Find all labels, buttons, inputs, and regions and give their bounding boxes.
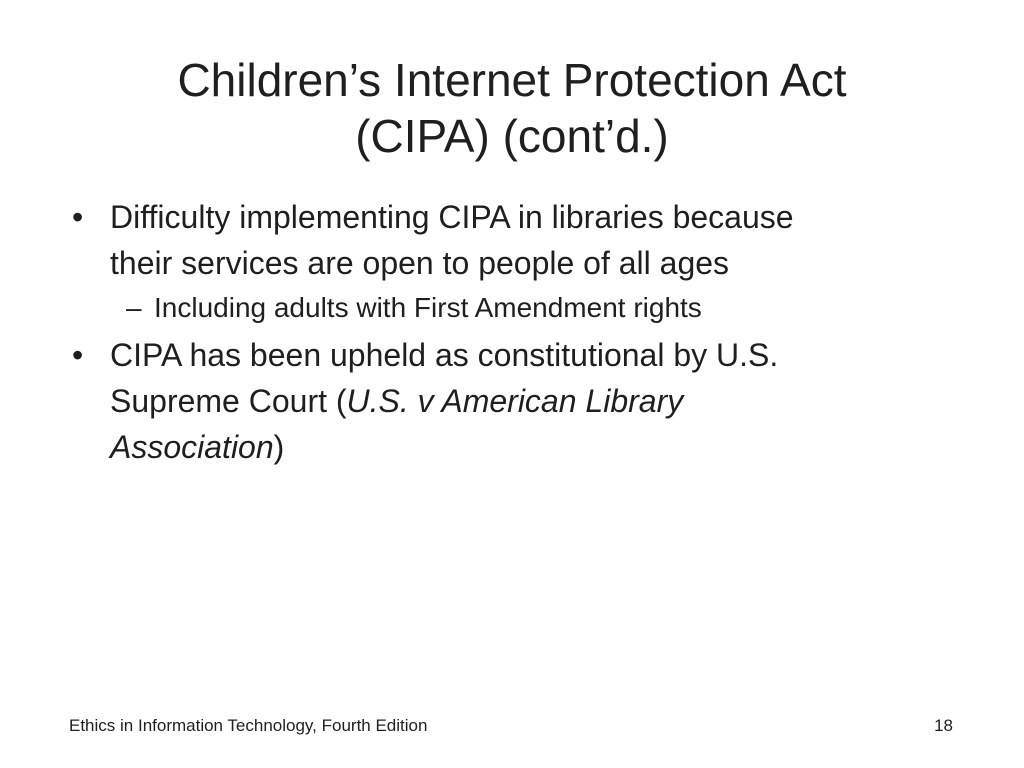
- bullet-2-line-1: CIPA has been upheld as constitutional by U.S.: [110, 337, 779, 373]
- sub-bullet-1-text: Including adults with First Amendment rights: [154, 292, 702, 323]
- sub-bullet-item-1: [126, 288, 952, 328]
- sub-bullet-mark: –: [126, 292, 142, 323]
- bullet-2-line-3-close: ): [273, 429, 285, 465]
- slide-title: [60, 52, 964, 164]
- slide-title-line-2: (CIPA) (cont’d.): [355, 110, 669, 162]
- bullet-1-line-1: Difficulty implementing CIPA in libraries because: [110, 199, 794, 235]
- slide-title-line-1: Children’s Internet Protection Act: [177, 54, 847, 106]
- bullet-2-line-2-text: Supreme Court (: [110, 383, 347, 419]
- bullet-2-line-2: [110, 378, 952, 424]
- bullet-item-2: [72, 332, 952, 470]
- case-name-italic-1: U.S. v American Library: [346, 383, 684, 419]
- footer-book-title: Ethics in Information Technology, Fourth Edition: [69, 716, 428, 735]
- bullet-2-line-3: [110, 424, 952, 470]
- bullet-item-1: [72, 194, 952, 286]
- bullet-1-line-2: their services are open to people of all ages: [110, 245, 730, 281]
- bullet-mark: •: [72, 337, 84, 373]
- slide-content: [72, 194, 952, 470]
- footer-page-number: 18: [934, 716, 953, 735]
- case-name-italic-2: Association: [110, 429, 274, 465]
- bullet-mark: •: [72, 199, 84, 235]
